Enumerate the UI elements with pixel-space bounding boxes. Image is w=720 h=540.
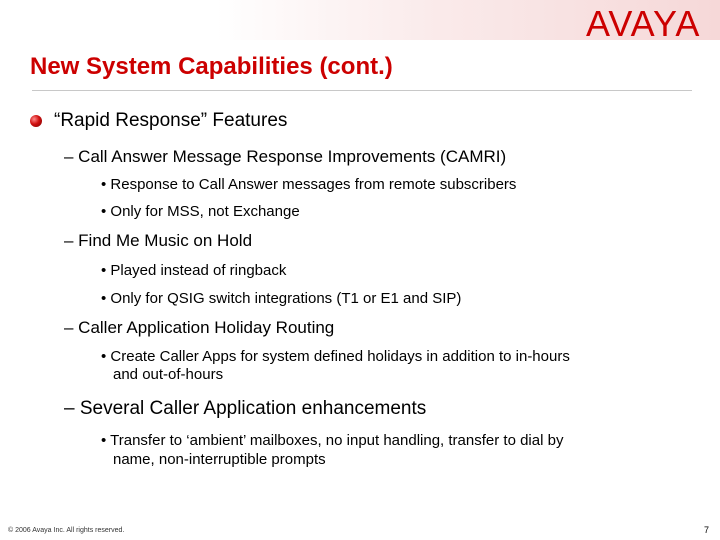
section-heading-camri: – Call Answer Message Response Improvements (CAMRI) bbox=[64, 147, 507, 166]
main-bullet bbox=[30, 109, 287, 133]
section-heading-caller-app-enhancements: – Several Caller Application enhancements bbox=[64, 398, 427, 419]
slide-title: New System Capabilities (cont.) bbox=[30, 53, 393, 80]
title-divider bbox=[32, 90, 692, 91]
section-item: • Transfer to ‘ambient’ mailboxes, no input handling, transfer to dial by bbox=[101, 432, 564, 449]
section-item: • Response to Call Answer messages from remote subscribers bbox=[101, 176, 517, 193]
avaya-logo: AVAYA bbox=[586, 3, 701, 44]
section-item-continuation: name, non-interruptible prompts bbox=[113, 451, 326, 468]
section-heading-music-on-hold: – Find Me Music on Hold bbox=[64, 231, 253, 250]
page-number: 7 bbox=[704, 525, 710, 535]
section-item: • Played instead of ringback bbox=[101, 262, 287, 279]
section-heading-holiday-routing: – Caller Application Holiday Routing bbox=[64, 318, 335, 337]
section-item: • Only for QSIG switch integrations (T1 or E1 and SIP) bbox=[101, 290, 462, 307]
section-item: • Create Caller Apps for system defined holidays in addition to in-hours bbox=[101, 348, 570, 365]
copyright-text: © 2006 Avaya Inc. All rights reserved. bbox=[8, 527, 125, 534]
section-item-continuation: and out-of-hours bbox=[113, 366, 224, 383]
main-bullet-text: “Rapid Response” Features bbox=[54, 110, 288, 131]
section-item: • Only for MSS, not Exchange bbox=[101, 203, 300, 220]
red-bullet-icon bbox=[30, 115, 42, 127]
